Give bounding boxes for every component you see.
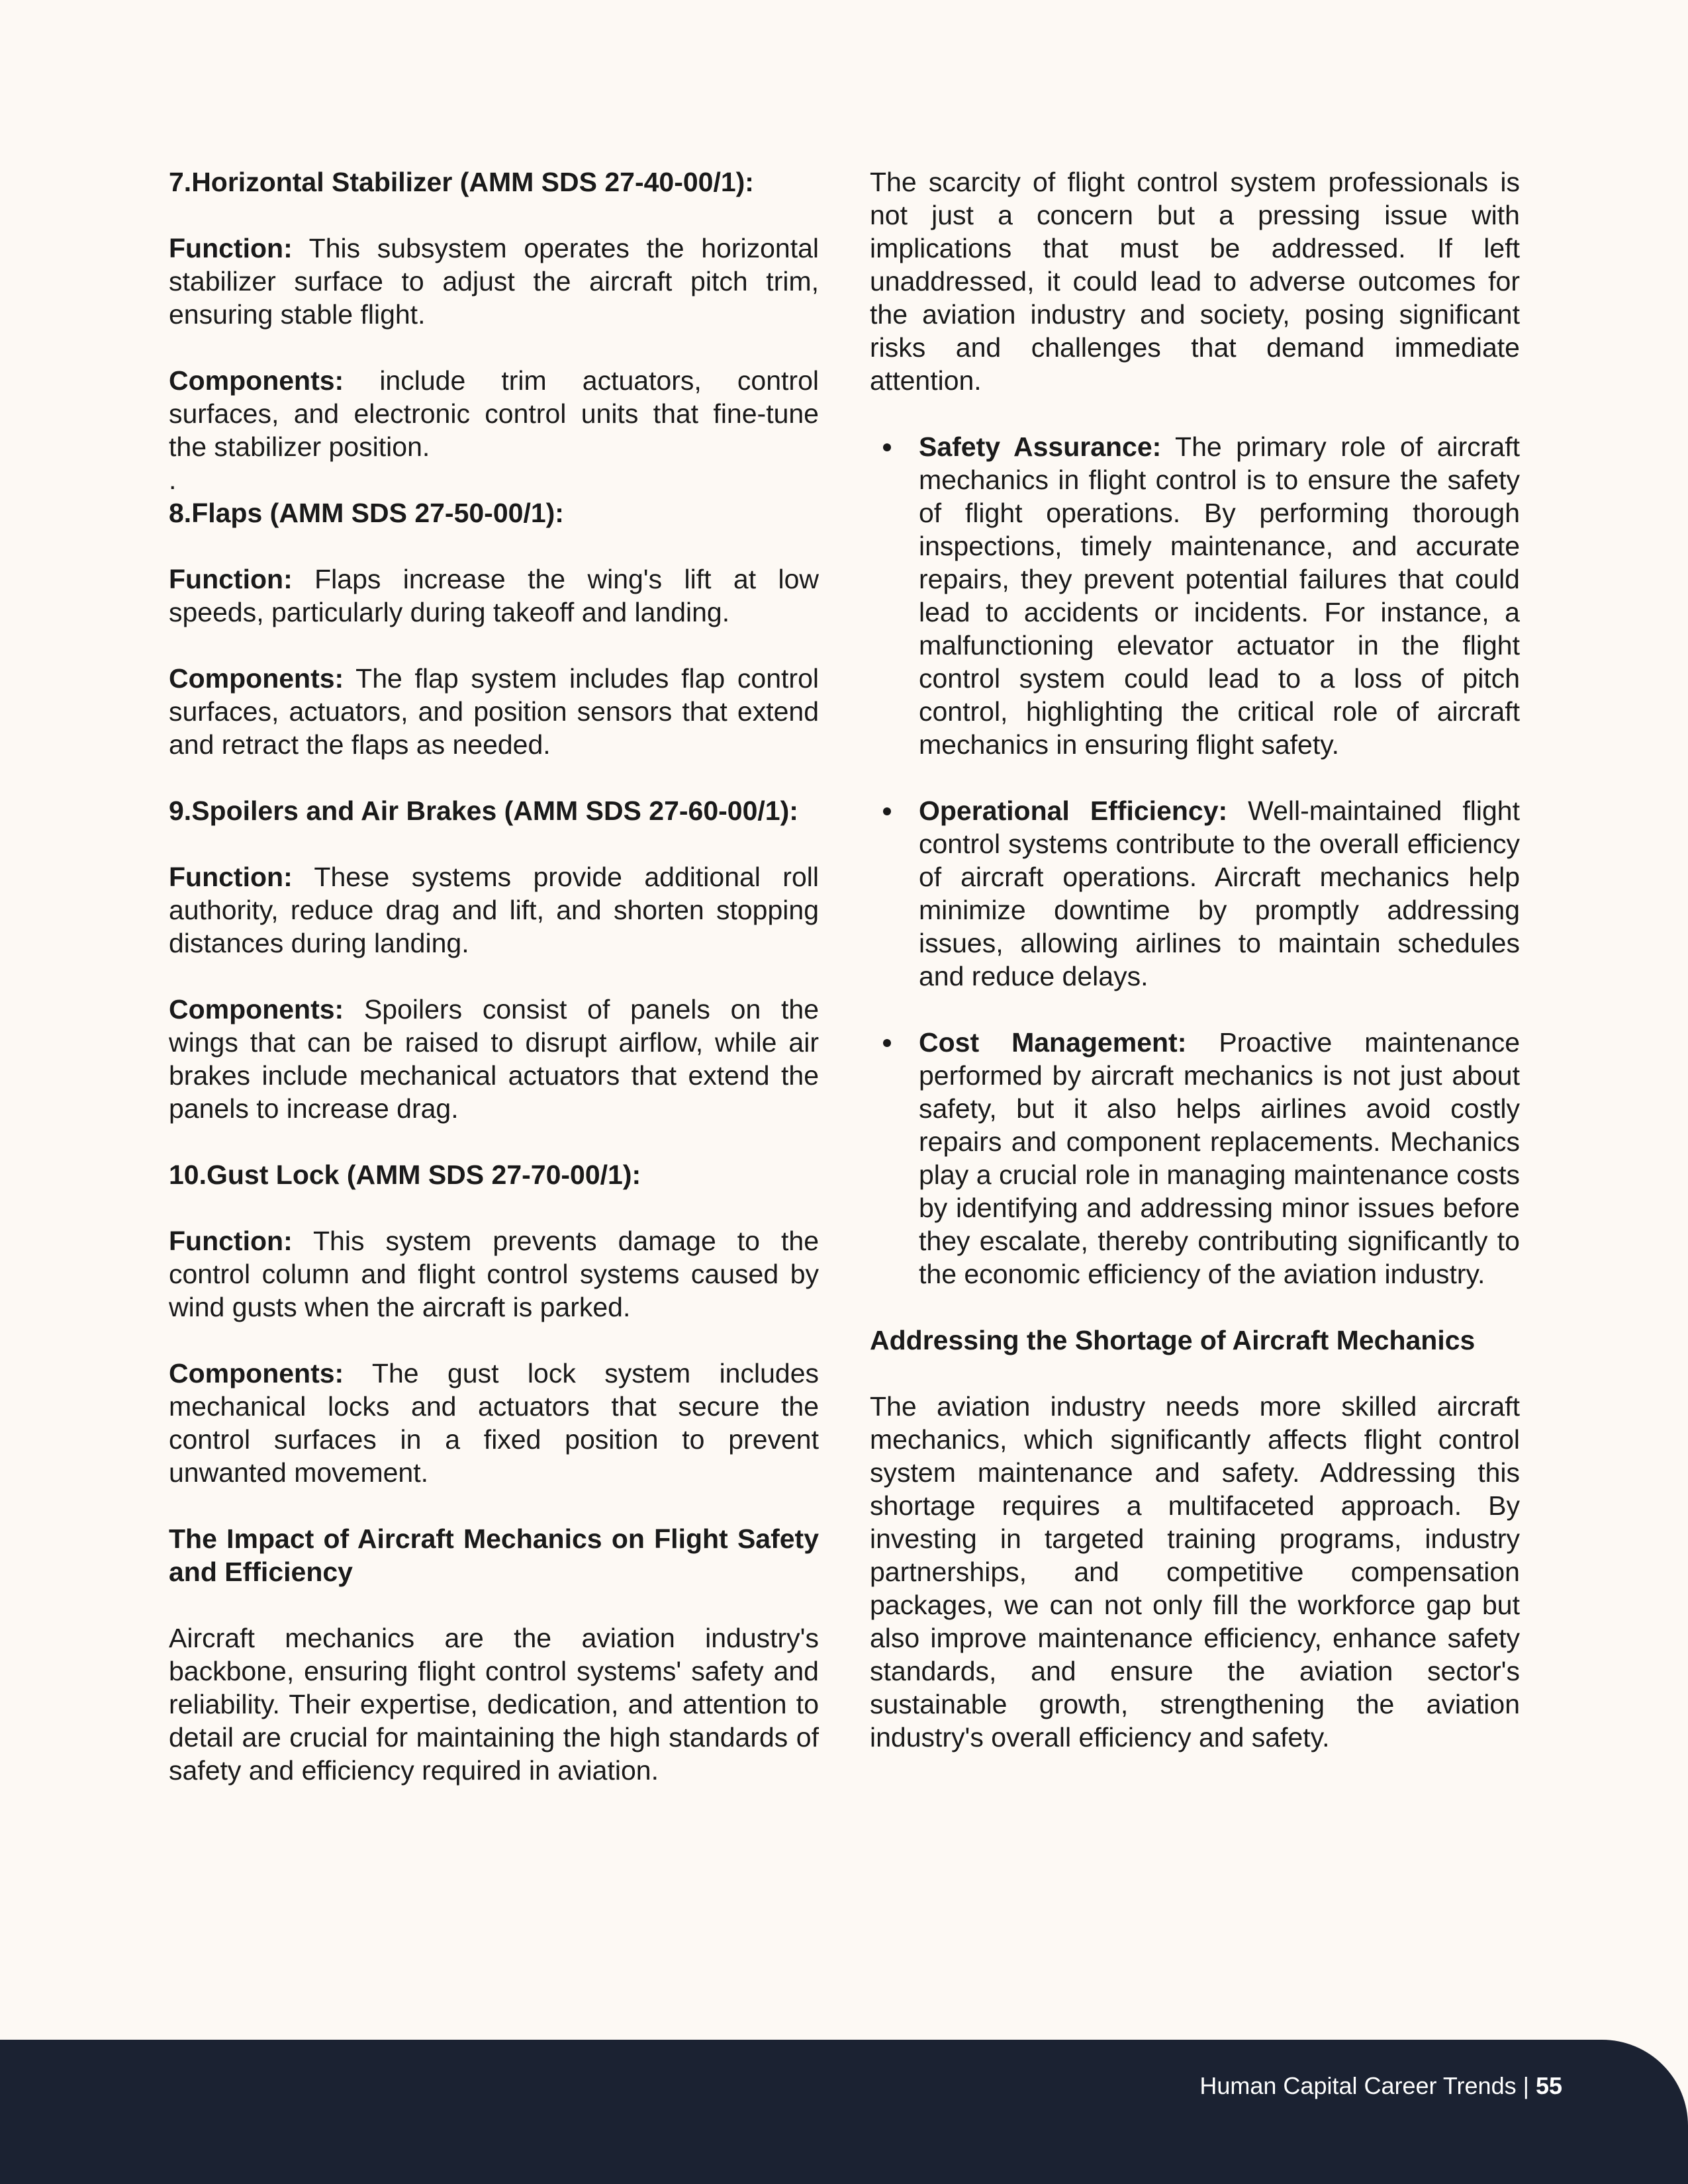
function-text: This subsystem operates the horizontal stabilizer surface to adjust the aircraft pitch trim, ensuring stable flight. [169,233,819,330]
impact-bullet-list [870,430,1520,1291]
function-label: Function: [169,564,293,594]
function-text: This system prevents damage to the control column and flight control systems caused by wind gusts when the aircraft is parked. [169,1226,819,1322]
section-8-function [169,563,819,629]
bullet-label: Cost Management: [919,1027,1187,1058]
section-9-title: 9.Spoilers and Air Brakes (AMM SDS 27-60-00/1): [169,796,798,826]
section-10-function [169,1224,819,1324]
bullet-text: Proactive maintenance performed by aircraft mechanics is not just about safety, but it also helps airlines avoid costly repairs and component replacements. Mechanics play a crucial role in managing maintenance costs by identifying and addressing minor issues before they escalate, thereby contributing significantly to the economic efficiency of the aviation industry. [919,1027,1520,1289]
section-9-function [169,860,819,960]
shortage-heading: Addressing the Shortage of Aircraft Mechanics [870,1325,1476,1355]
footer-separator: | [1516,2072,1536,2099]
bullet-text: Well-maintained flight control systems contribute to the overall efficiency of aircraft operations. Aircraft mechanics help minimize downtime by promptly addressing issues, allowing airlines to maintain schedules and reduce delays. [919,796,1520,991]
components-label: Components: [169,1358,344,1388]
shortage-paragraph: The aviation industry needs more skilled aircraft mechanics, which significantly affects flight control system maintenance and safety. Addressing this shortage requires a multifaceted approach. By investing in targeted training programs, industry partnerships, and competitive compensation packages, we can not only fill the workforce gap but also improve maintenance efficiency, enhance safety standards, and ensure the aviation sector's sustainable growth, strengthening the aviation industry's overall efficiency and safety. [870,1391,1520,1752]
footer-band [0,2040,1688,2184]
section-10-components [169,1357,819,1489]
bullet-label: Operational Efficiency: [919,796,1228,826]
section-7-components [169,364,819,463]
function-text: Flaps increase the wing's lift at low speeds, particularly during takeoff and landing. [169,564,819,627]
function-label: Function: [169,862,293,892]
stray-dot: . [169,465,177,495]
function-text: These systems provide additional roll authority, reduce drag and lift, and shorten stopping distances during landing. [169,862,819,958]
function-label: Function: [169,1226,293,1256]
bullet-operational-efficiency [870,794,1520,993]
section-9-components [169,993,819,1125]
bullet-label: Safety Assurance: [919,432,1162,462]
components-label: Components: [169,663,344,694]
components-text: The gust lock system includes mechanical locks and actuators that secure the control surfaces in a fixed position to prevent unwanted movement. [169,1358,819,1488]
components-text: include trim actuators, control surfaces, and electronic control units that fine-tune the stabilizer position. [169,365,819,462]
page-number: 55 [1535,2072,1562,2099]
components-label: Components: [169,994,344,1024]
impact-heading: The Impact of Aircraft Mechanics on Flight Safety and Efficiency [169,1524,819,1587]
right-column [870,165,1520,1787]
components-text: The flap system includes flap control surfaces, actuators, and position sensors that extend and retract the flaps as needed. [169,663,819,760]
left-column [169,165,819,1820]
components-label: Components: [169,365,344,396]
section-8-title: 8.Flaps (AMM SDS 27-50-00/1): [169,498,564,528]
footer-caption [1199,2071,1562,2101]
bullet-safety-assurance [870,430,1520,761]
components-text: Spoilers consist of panels on the wings that can be raised to disrupt airflow, while air brakes include mechanical actuators that extend the panels to increase drag. [169,994,819,1124]
intro-paragraph: The scarcity of flight control system professionals is not just a concern but a pressing issue with implications that must be addressed. If left unaddressed, it could lead to adverse outcomes for the aviation industry and society, posing significant risks and challenges that demand immediate attention. [870,167,1520,396]
bullet-text: The primary role of aircraft mechanics in flight control is to ensure the safety of flight operations. By performing thorough inspections, timely maintenance, and accurate repairs, they prevent potential failures that could lead to accidents or incidents. For instance, a malfunctioning elevator actuator in the flight control system could lead to a loss of pitch control, highlighting the critical role of aircraft mechanics in ensuring flight safety. [919,432,1520,760]
bullet-cost-management [870,1026,1520,1291]
impact-paragraph: Aircraft mechanics are the aviation industry's backbone, ensuring flight control systems' safety and reliability. Their expertise, dedication, and attention to detail are crucial for maintaining the high standards of safety and efficiency required in aviation. [169,1623,819,1786]
section-8-components [169,662,819,761]
function-label: Function: [169,233,293,263]
section-7-title: 7.Horizontal Stabilizer (AMM SDS 27-40-00/1): [169,167,754,197]
section-7-function [169,232,819,331]
publication-name: Human Capital Career Trends [1199,2072,1517,2099]
section-10-title: 10.Gust Lock (AMM SDS 27-70-00/1): [169,1160,641,1190]
